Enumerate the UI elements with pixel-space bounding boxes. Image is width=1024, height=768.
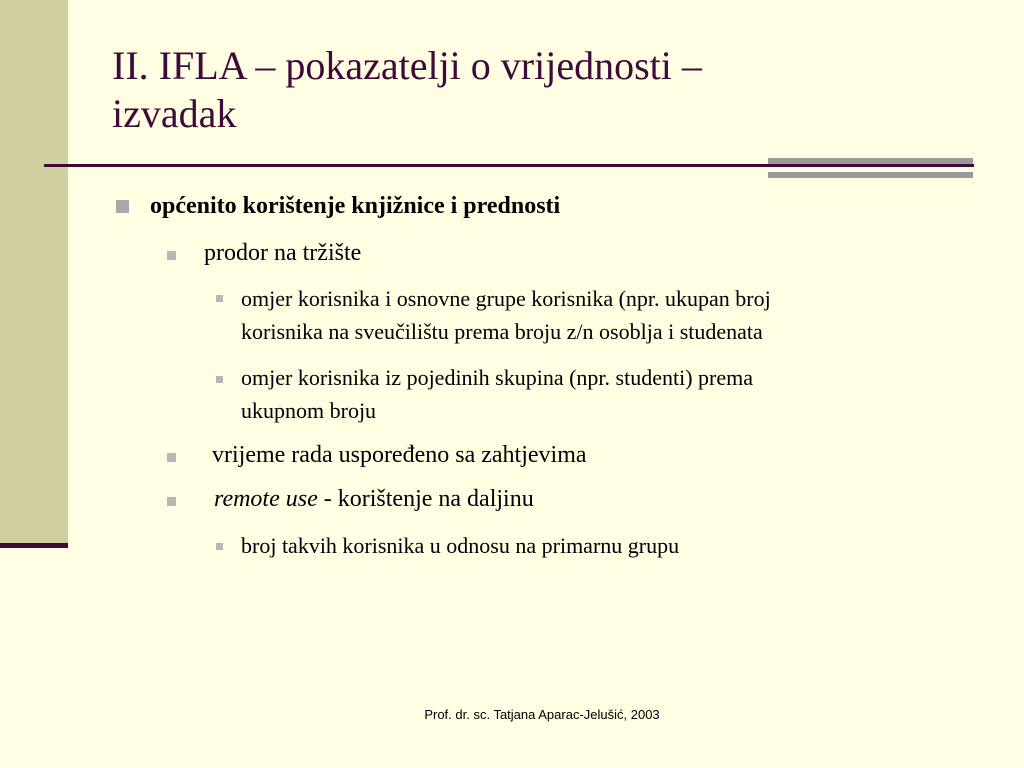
bullet-square-icon — [216, 295, 223, 302]
bullet-level1-text: općenito korištenje knjižnice i prednosti — [150, 193, 561, 219]
left-band-underline — [0, 543, 68, 548]
bullet-square-icon — [116, 200, 129, 213]
slide-footer: Prof. dr. sc. Tatjana Aparac-Jelušić, 2003 — [424, 707, 660, 722]
bullet-level3-line1: omjer korisnika i osnovne grupe korisnika (npr. ukupan broj — [241, 286, 771, 311]
bullet-square-icon — [167, 497, 176, 506]
bullet-level2-text: prodor na tržište — [204, 240, 362, 266]
bullet-square-icon — [167, 251, 176, 260]
bullet-square-icon — [216, 543, 223, 550]
slide-title — [112, 42, 912, 138]
remote-use-rest: - korištenje na daljinu — [317, 486, 534, 512]
bullet-level3-line1: omjer korisnika iz pojedinih skupina (npr. studenti) prema — [241, 365, 754, 390]
bullet-level3-text: broj takvih korisnika u odnosu na primarnu grupu — [241, 533, 680, 558]
bullet-square-icon — [167, 453, 176, 462]
left-decorative-band — [0, 0, 68, 548]
bullet-level2-text — [214, 486, 534, 513]
remote-use-italic: remote use — [214, 486, 318, 512]
bullet-level3-text — [241, 282, 771, 348]
bullet-level3-line2: korisnika na sveučilištu prema broju z/n osoblja i studenata — [241, 319, 763, 344]
title-line-1: II. IFLA – pokazatelji o vrijednosti – — [112, 43, 702, 88]
bullet-level2-text: vrijeme rada uspoređeno sa zahtjevima — [212, 442, 587, 468]
bullet-level3-text — [241, 361, 753, 427]
bullet-level3-line2: ukupnom broju — [241, 398, 377, 423]
title-rule-grey-bottom — [768, 172, 973, 178]
title-rule — [44, 164, 974, 167]
bullet-square-icon — [216, 376, 223, 383]
title-line-2: izvadak — [112, 91, 237, 136]
